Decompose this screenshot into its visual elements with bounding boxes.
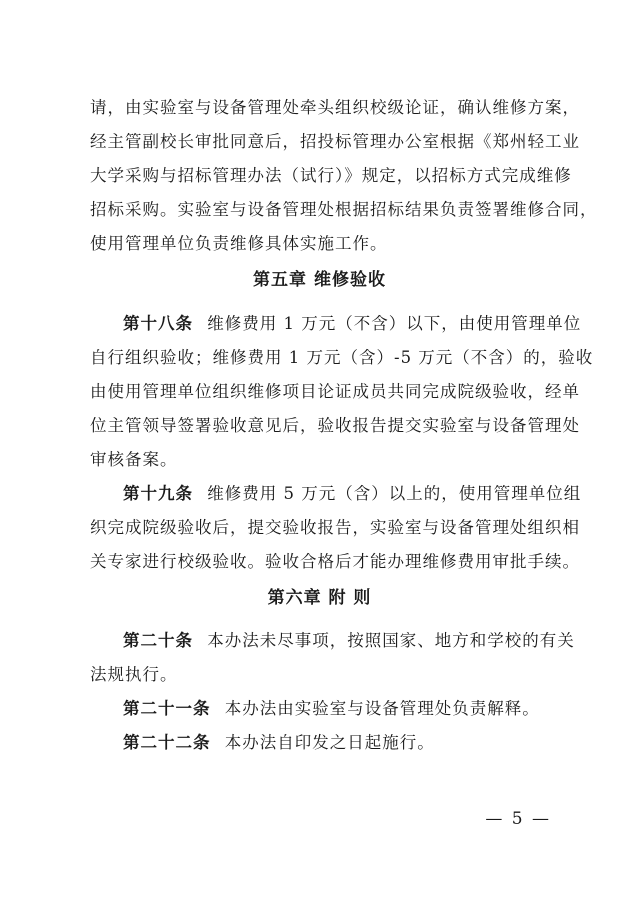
article20-line-2: 法规执行。 <box>90 665 178 684</box>
article18-line-4: 位主管领导签署验收意见后，验收报告提交实验室与设备管理处 <box>90 416 580 435</box>
article18-line-2: 自行组织验收；维修费用 1 万元（含）-5 万元（不含）的，验收 <box>90 348 594 367</box>
chapter6-heading: 第六章 附 则 <box>267 588 372 608</box>
article21-text: 本办法由实验室与设备管理处负责解释。 <box>224 699 540 718</box>
article18-text-1: 维修费用 1 万元（不含）以下，由使用管理单位 <box>207 314 582 333</box>
article22-label: 第二十二条 <box>123 733 211 752</box>
page-number: — 5 — <box>485 809 551 829</box>
chapter5-heading: 第五章 维修验收 <box>253 270 386 290</box>
article19-line-2: 织完成院级验收后，提交验收报告，实验室与设备管理处组织相 <box>90 518 580 537</box>
para1-line-2: 经主管副校长审批同意后，招投标管理办公室根据《郑州轻工业 <box>90 132 580 151</box>
para1-line-1: 请，由实验室与设备管理处牵头组织校级论证，确认维修方案， <box>90 98 580 117</box>
article20-label: 第二十条 <box>123 631 193 650</box>
para1-line-5: 使用管理单位负责维修具体实施工作。 <box>90 234 388 253</box>
para1-line-4: 招标采购。实验室与设备管理处根据招标结果负责签署维修合同， <box>90 200 598 219</box>
article18-line-3: 由使用管理单位组织维修项目论证成员共同完成院级验收，经单 <box>90 382 580 401</box>
article21-label: 第二十一条 <box>123 699 211 718</box>
article19-line-1 <box>123 484 581 504</box>
article19-label: 第十九条 <box>123 484 193 503</box>
article18-line-5: 审核备案。 <box>90 450 178 469</box>
para1-line-3: 大学采购与招标管理办法（试行）》规定，以招标方式完成维修 <box>90 166 572 185</box>
article18-line-1 <box>123 314 581 334</box>
article21-line <box>123 699 540 719</box>
article19-line-3: 关专家进行校级验收。验收合格后才能办理维修费用审批手续。 <box>90 552 580 571</box>
article22-text: 本办法自印发之日起施行。 <box>224 733 435 752</box>
article22-line <box>123 733 435 753</box>
article20-line-1 <box>123 631 575 651</box>
article18-label: 第十八条 <box>123 314 193 333</box>
article20-text-1: 本办法未尽事项，按照国家、地方和学校的有关 <box>207 631 575 650</box>
article19-text-1: 维修费用 5 万元（含）以上的，使用管理单位组 <box>207 484 582 503</box>
